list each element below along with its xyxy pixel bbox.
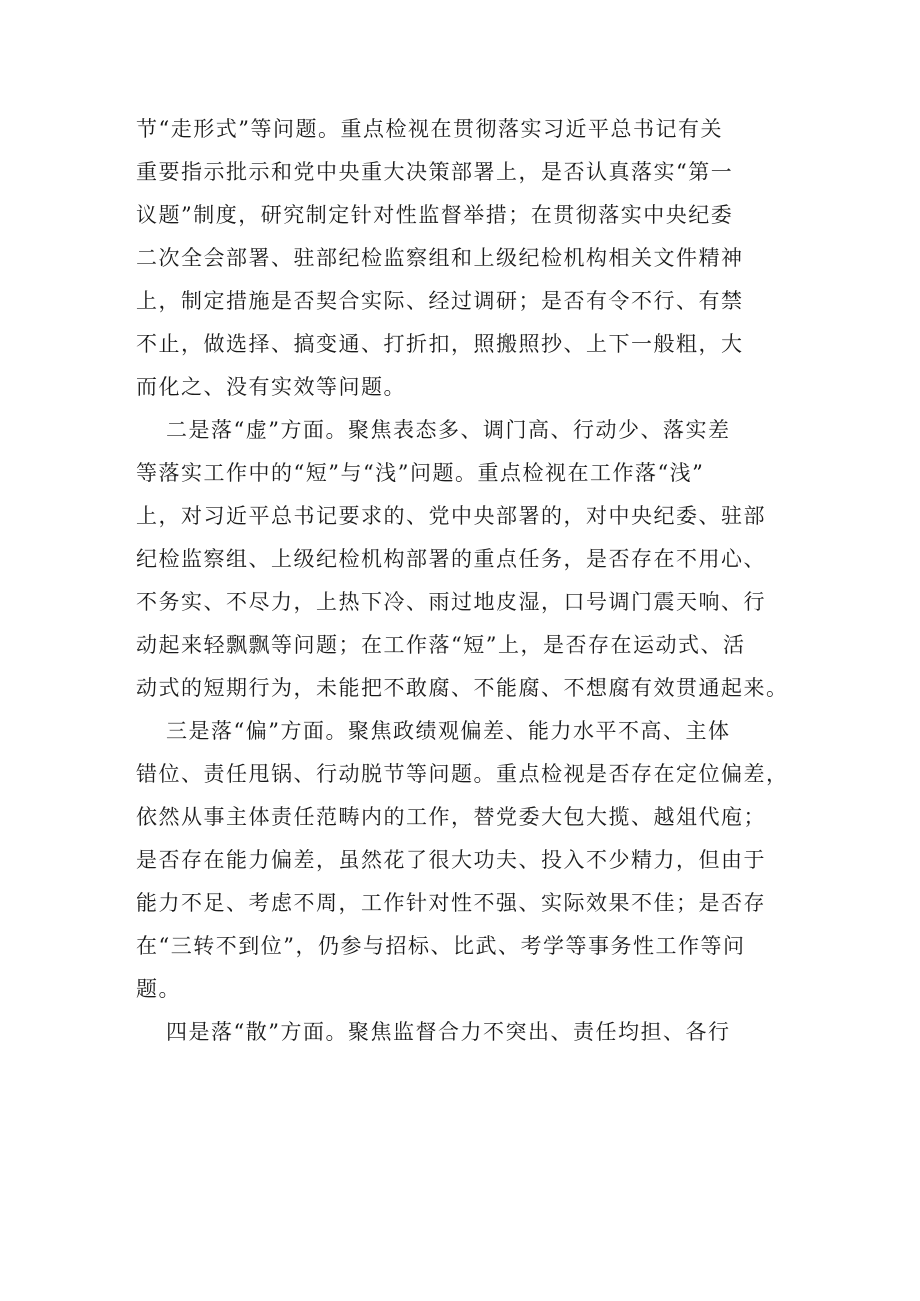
paragraph-first-line: 四是落“散”方面。聚焦监督合力不突出、责任均担、各行 — [166, 1020, 731, 1044]
text-line: 不止，做选择、搞变通、打折扣，照搬照抄、上下一般粗，大 — [136, 332, 744, 356]
text-line: 动式的短期行为，未能把不敢腐、不能腐、不想腐有效贯通起来。 — [136, 676, 789, 700]
text-line: 纪检监察组、上级纪检机构部署的重点任务，是否存在不用心、 — [136, 547, 766, 571]
text-line: 依然从事主体责任范畴内的工作，替党委大包大揽、越俎代庖； — [136, 805, 766, 829]
paragraph-first-line: 三是落“偏”方面。聚焦政绩观偏差、能力水平不高、主体 — [166, 719, 731, 743]
body-text — [136, 108, 796, 1054]
text-line: 错位、责任甩锅、行动脱节等问题。重点检视是否存在定位偏差， — [136, 762, 789, 786]
text-line: 而化之、没有实效等问题。 — [136, 375, 406, 399]
text-line: 题。 — [136, 977, 181, 1001]
paragraph-first-line: 二是落“虚”方面。聚焦表态多、调门高、行动少、落实差 — [166, 418, 731, 442]
text-line: 上，制定措施是否契合实际、经过调研；是否有令不行、有禁 — [136, 289, 744, 313]
text-line: 节“走形式”等问题。重点检视在贯彻落实习近平总书记有关 — [136, 117, 723, 141]
text-line: 上，对习近平总书记要求的、党中央部署的，对中央纪委、驻部 — [136, 504, 766, 528]
text-line: 不务实、不尽力，上热下冷、雨过地皮湿，口号调门震天响、行 — [136, 590, 766, 614]
text-line: 能力不足、考虑不周，工作针对性不强、实际效果不佳；是否存 — [136, 891, 766, 915]
text-line: 动起来轻飘飘等问题；在工作落“短”上，是否存在运动式、活 — [136, 633, 746, 657]
text-line: 等落实工作中的“短”与“浅”问题。重点检视在工作落“浅” — [136, 461, 705, 485]
text-line: 议题”制度，研究制定针对性监督举措；在贯彻落实中央纪委 — [136, 203, 734, 227]
text-line: 重要指示批示和党中央重大决策部署上，是否认真落实“第一 — [136, 160, 734, 184]
text-line: 是否存在能力偏差，虽然花了很大功夫、投入不少精力，但由于 — [136, 848, 766, 872]
text-line: 二次全会部署、驻部纪检监察组和上级纪检机构相关文件精神 — [136, 246, 744, 270]
text-line: 在“三转不到位”，仍参与招标、比武、考学等事务性工作等问 — [136, 934, 746, 958]
